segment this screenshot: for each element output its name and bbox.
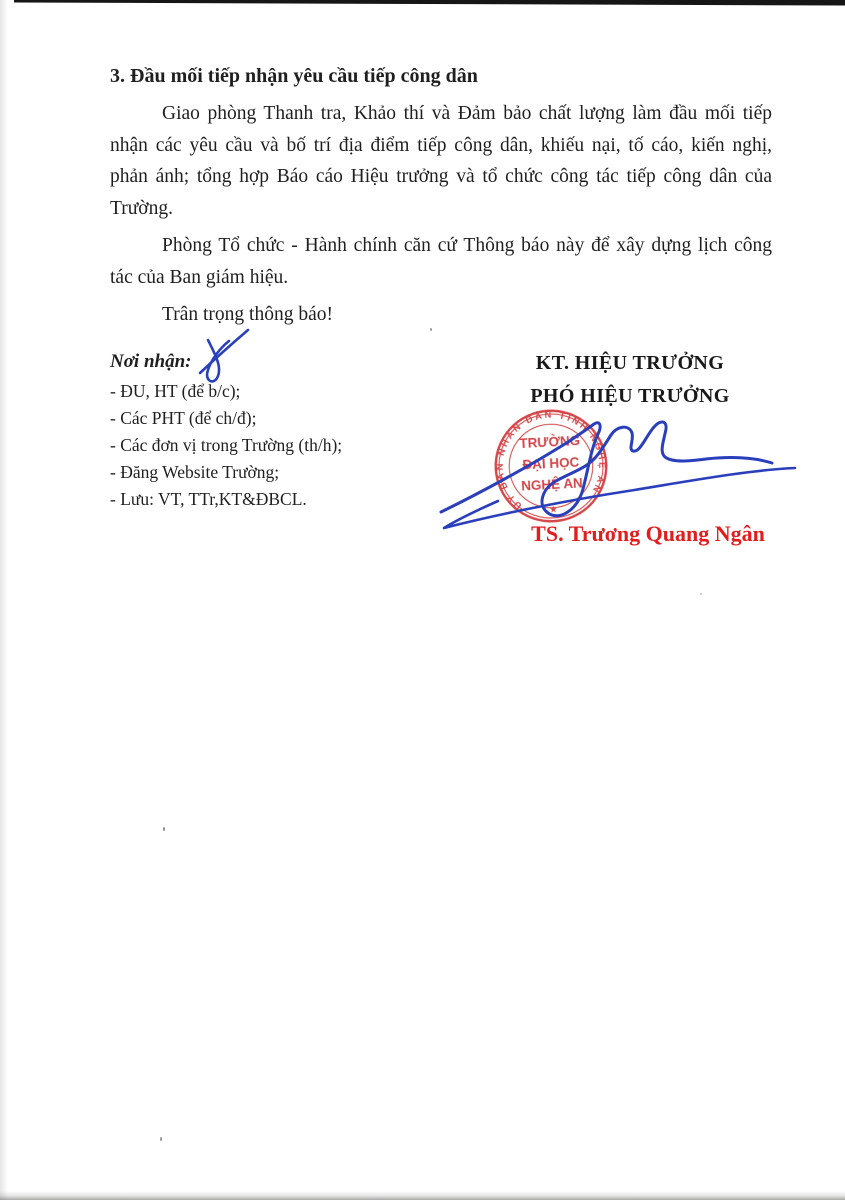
signer-title-line2: PHÓ HIỆU TRƯỞNG [530, 385, 730, 407]
checkmark-icon [180, 320, 260, 394]
stamp-star-icon: ★ [548, 505, 558, 516]
closing-line: Trân trọng thông báo! [162, 304, 333, 325]
paragraph-line: phản ánh; tổng hợp Báo cáo Hiệu trưởng và tổ chức công tác tiếp công dân của [110, 166, 772, 187]
scan-speck [160, 1137, 162, 1141]
recipient-item: - Đăng Website Trường; [110, 462, 280, 482]
signer-title-line1: KT. HIỆU TRƯỞNG [535, 352, 725, 374]
scan-edge-top [14, 0, 845, 6]
paragraph-line: tác của Ban giám hiệu. [110, 266, 289, 288]
recipients-block [110, 348, 455, 513]
scan-edge-bottom [0, 1191, 845, 1200]
scan-speck [700, 593, 702, 595]
stamp-line2: ĐẠI HỌC [522, 454, 580, 473]
signature-titles [455, 350, 805, 409]
scan-edge-left [0, 0, 8, 1200]
stamp-line1: TRƯỜNG [519, 432, 581, 452]
paragraph-2 [110, 230, 772, 293]
section-heading: 3. Đầu mối tiếp nhận yêu cầu tiếp công dân [110, 65, 478, 87]
recipient-item: - Các đơn vị trong Trường (th/h); [110, 435, 343, 455]
recipients-label: Nơi nhận: [110, 351, 192, 372]
recipients-list [110, 378, 455, 513]
paragraph-1 [110, 98, 772, 224]
document-body [110, 62, 772, 331]
scan-speck [163, 827, 165, 831]
paragraph-line: Trường. [110, 197, 173, 219]
stamp-line3: NGHỆ AN [520, 475, 584, 494]
recipient-item: - Các PHT (để ch/đ); [110, 408, 257, 428]
stamp-rim-text: ỦY BAN NHÂN DÂN TỈNH NGHỆ AN [494, 409, 608, 512]
signer-name: TS. Trương Quang Ngân [531, 521, 765, 546]
paragraph-line: Phòng Tổ chức - Hành chính căn cứ Thông báo này để xây dựng lịch công [162, 235, 772, 256]
paragraph-line: nhận các yêu cầu và bố trí địa điểm tiếp công dân, khiếu nại, tố cáo, kiến nghị, [110, 134, 772, 156]
recipient-item: - Lưu: VT, TTr,KT&ĐBCL. [110, 489, 307, 509]
paragraph-line: Giao phòng Thanh tra, Khảo thí và Đảm bảo chất lượng làm đầu mối tiếp [162, 103, 772, 124]
pen-checkmark [180, 320, 260, 399]
signature-underline-stroke [444, 468, 795, 528]
recipient-item: - ĐU, HT (để b/c); [110, 381, 241, 401]
signature-stroke [441, 422, 772, 516]
